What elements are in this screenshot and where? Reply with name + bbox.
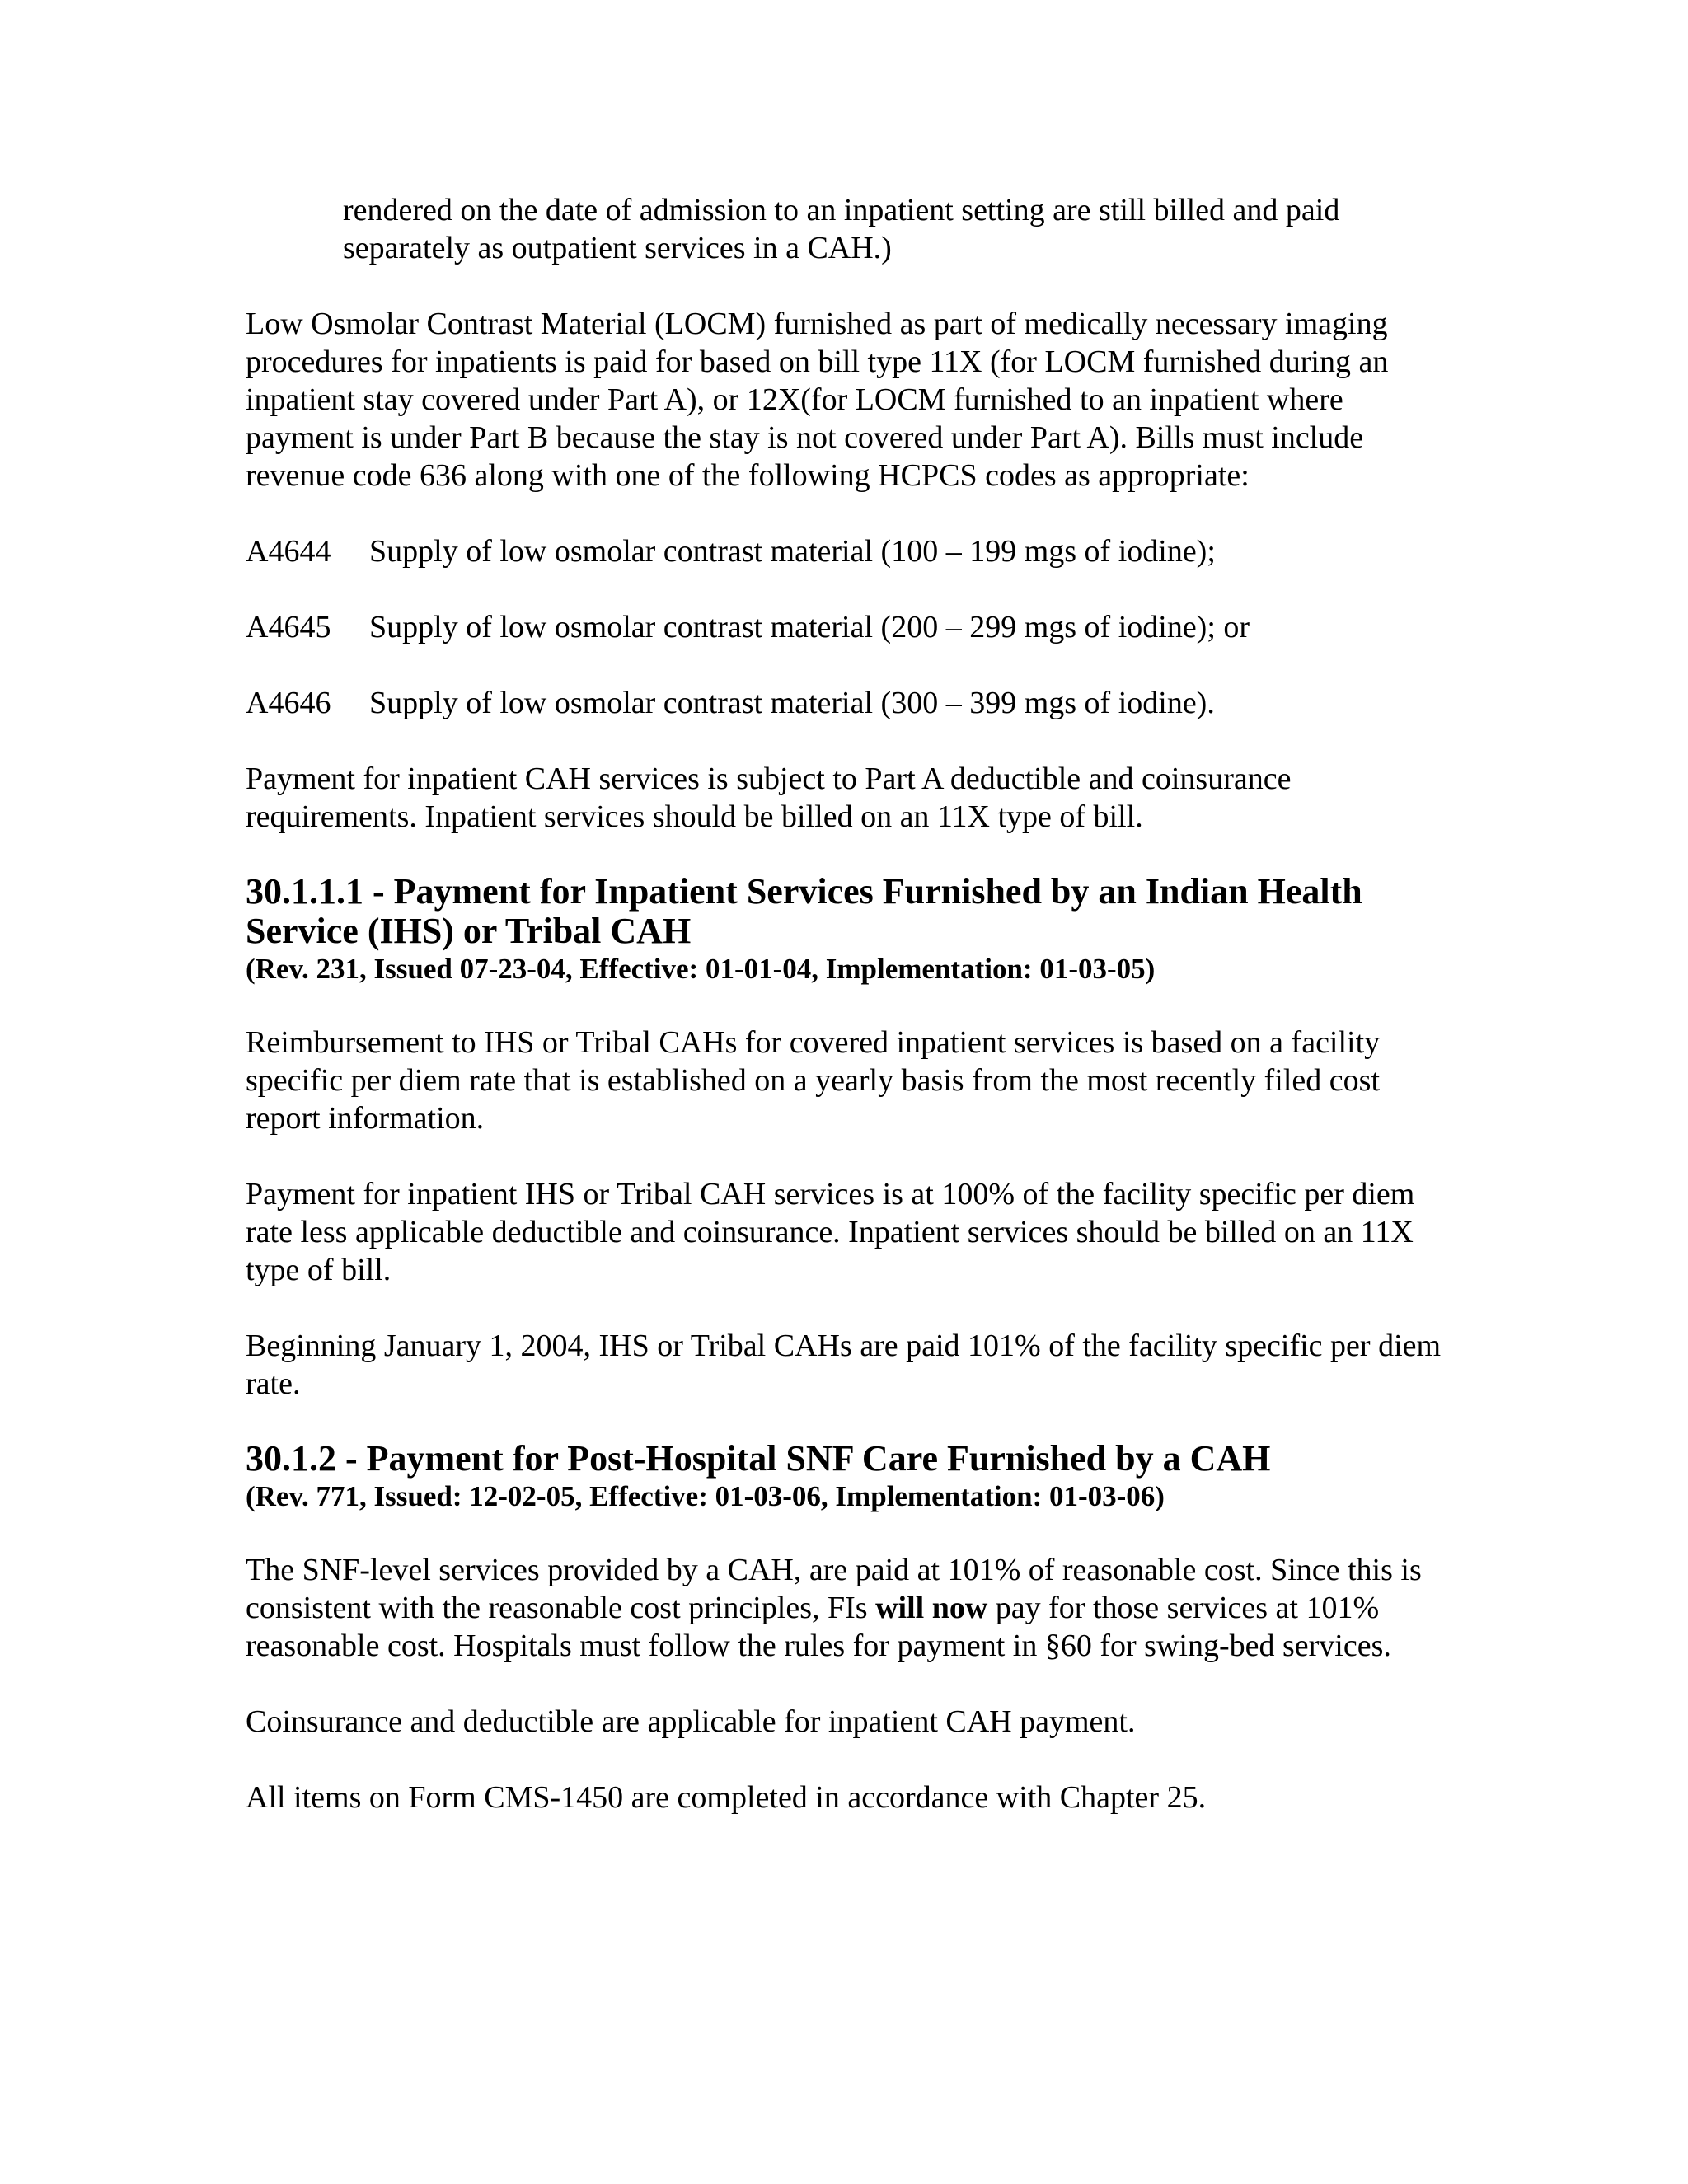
hcpcs-description: Supply of low osmolar contrast material (200 – 299 mgs of iodine); or xyxy=(369,610,1250,644)
hcpcs-description: Supply of low osmolar contrast material (300 – 399 mgs of iodine). xyxy=(369,686,1215,720)
snf-text-b: pay for those services at 101% reasonable cost. Hospitals must follow the rules for payment in §60 for swing-bed services. xyxy=(246,1591,1391,1663)
ihs-payment-paragraph: Payment for inpatient IHS or Tribal CAH services is at 100% of the facility specific per diem rate less applicable deductible and coinsurance. Inpatient services should be billed on an 11X type of bill. xyxy=(246,1177,1415,1287)
revision-note: (Rev. 771, Issued: 12-02-05, Effective: 01-03-06, Implementation: 01-03-06) xyxy=(246,1480,1165,1512)
hcpcs-code: A4646 xyxy=(246,686,331,720)
section-heading-30-1-1-1: 30.1.1.1 - Payment for Inpatient Services Furnished by an Indian Health Service (IHS) or Tribal CAH xyxy=(246,871,1362,951)
payment-paragraph: Payment for inpatient CAH services is subject to Part A deductible and coinsurance requirements. Inpatient services should be billed on an 11X type of bill. xyxy=(246,762,1292,834)
document-page xyxy=(246,191,1457,1816)
hcpcs-code-row xyxy=(246,608,1457,646)
hcpcs-code: A4644 xyxy=(246,534,331,569)
revision-note: (Rev. 231, Issued 07-23-04, Effective: 01-01-04, Implementation: 01-03-05) xyxy=(246,953,1156,985)
ihs-reimbursement-paragraph: Reimbursement to IHS or Tribal CAHs for covered inpatient services is based on a facility specific per diem rate that is established on a yearly basis from the most recently filed cost report information. xyxy=(246,1025,1381,1136)
coinsurance-paragraph: Coinsurance and deductible are applicable for inpatient CAH payment. xyxy=(246,1704,1136,1739)
hcpcs-description: Supply of low osmolar contrast material (100 – 199 mgs of iodine); xyxy=(369,534,1216,569)
snf-text-bold: will now xyxy=(875,1591,988,1625)
hcpcs-code: A4645 xyxy=(246,610,331,644)
section-heading-30-1-2: 30.1.2 - Payment for Post-Hospital SNF Care Furnished by a CAH xyxy=(246,1438,1271,1479)
snf-text-a: The SNF-level services provided by a CAH, are paid at 101% of reasonable cost. Since this is consistent with the reasonable cost principles, FIs xyxy=(246,1553,1422,1625)
form-paragraph: All items on Form CMS-1450 are completed in accordance with Chapter 25. xyxy=(246,1780,1207,1815)
locm-paragraph: Low Osmolar Contrast Material (LOCM) furnished as part of medically necessary imaging procedures for inpatients is paid for based on bill type 11X (for LOCM furnished during an inpatient stay covered under Part A), or 12X(for LOCM furnished to an inpatient where payment is under Part B because the stay is not covered under Part A). Bills must include revenue code 636 along with one of the following HCPCS codes as appropriate: xyxy=(246,307,1389,493)
hcpcs-code-row xyxy=(246,684,1457,722)
ihs-2004-paragraph: Beginning January 1, 2004, IHS or Tribal CAHs are paid 101% of the facility specific per diem rate. xyxy=(246,1329,1442,1401)
hcpcs-code-row xyxy=(246,532,1457,570)
continuation-paragraph: rendered on the date of admission to an inpatient setting are still billed and paid separately as outpatient services in a CAH.) xyxy=(343,193,1340,265)
snf-paragraph xyxy=(246,1551,1457,1665)
